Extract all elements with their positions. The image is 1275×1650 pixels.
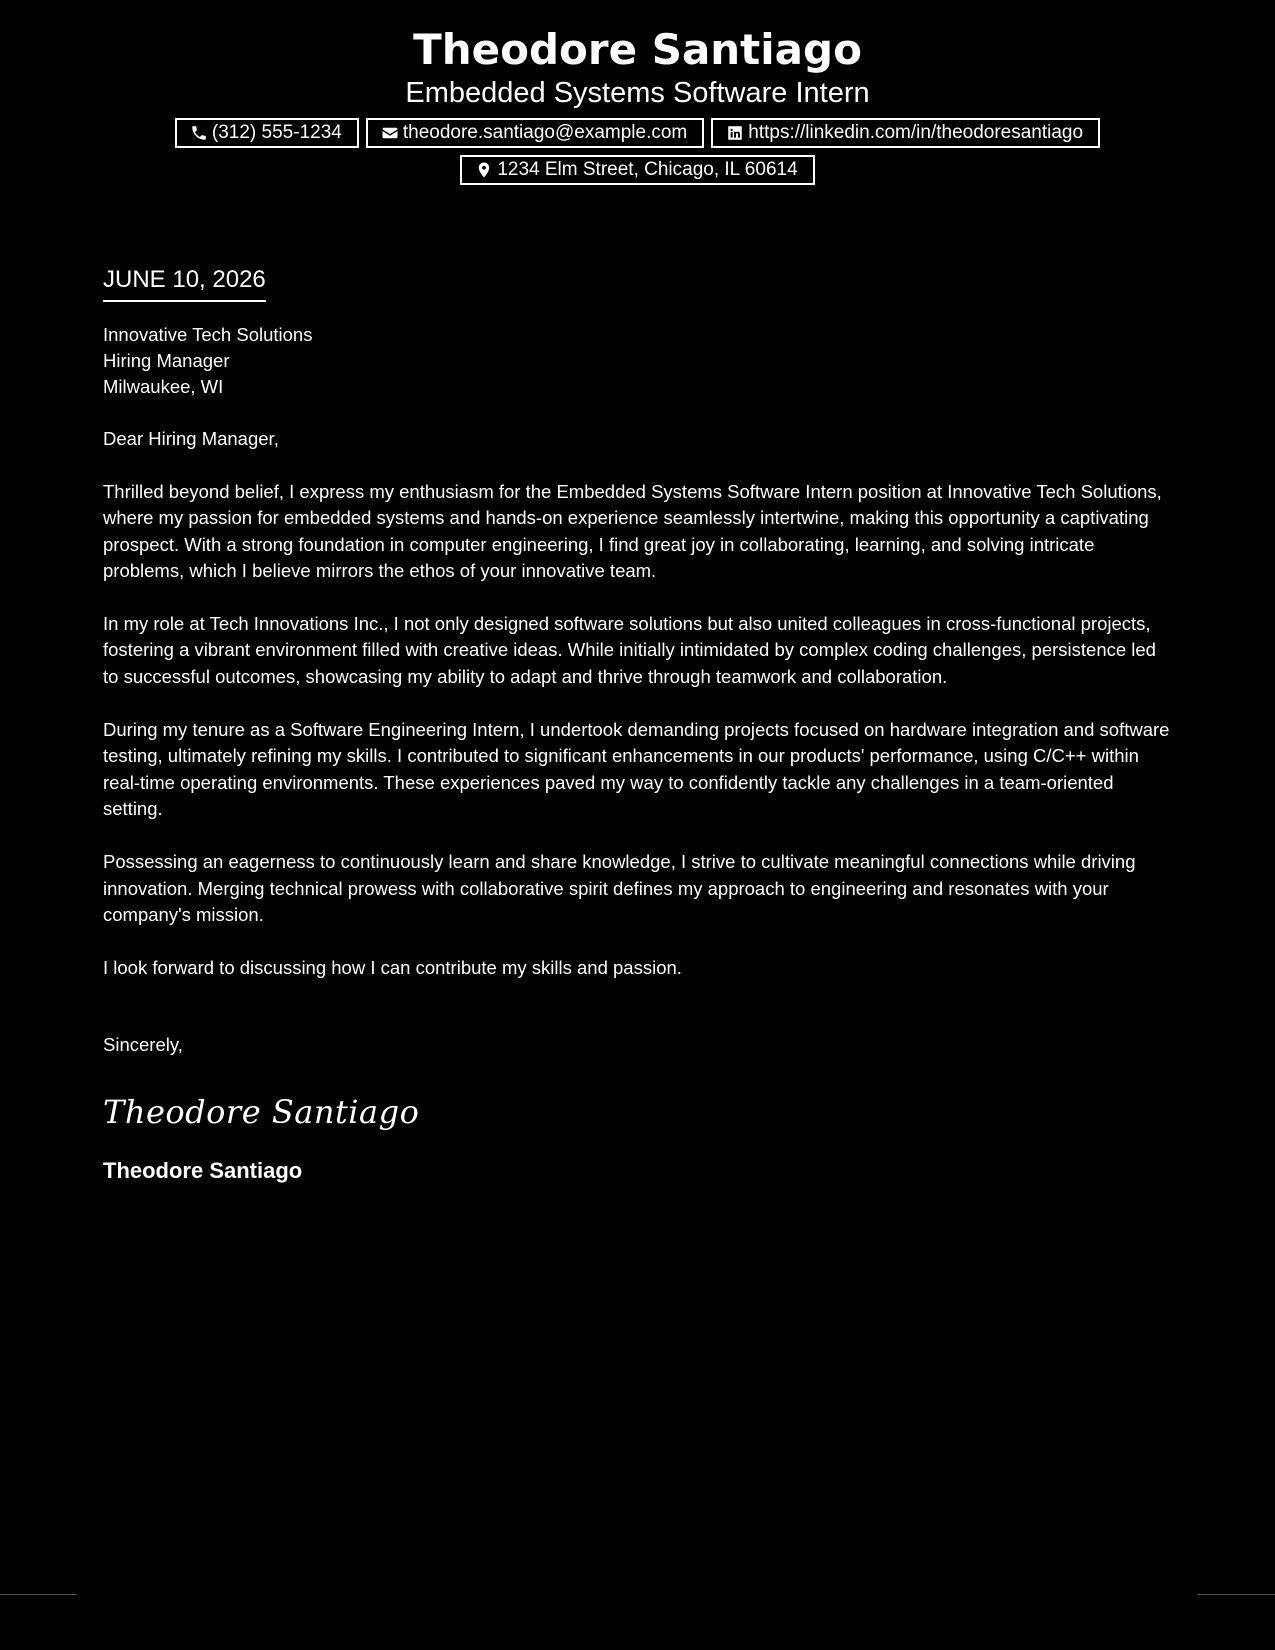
recipient-block: [103, 322, 1173, 400]
signed-name: Theodore Santiago: [103, 1158, 303, 1184]
letter-header: [0, 0, 1275, 185]
handwritten-signature: Theodore Santiago: [103, 1093, 420, 1132]
email-contact[interactable]: [366, 118, 704, 148]
body-paragraph: During my tenure as a Software Engineering Intern, I undertook demanding projects focused on hardware integration and software testing, ultimately refining my skills. I contributed to significant enhancements in our products' performance, using C/C++ within real-time operating environments. These experiences paved my way to confidently tackle any challenges in a team-oriented setting.: [103, 719, 1170, 819]
address-contact[interactable]: [460, 155, 814, 185]
applicant-title: Embedded Systems Software Intern: [405, 77, 870, 109]
linkedin-icon: [725, 123, 745, 143]
envelope-icon: [380, 123, 400, 143]
contact-row-primary: [0, 118, 1275, 148]
footer-divider-right: [1197, 1594, 1275, 1595]
footer-divider-left: [0, 1594, 77, 1595]
salutation: Dear Hiring Manager,: [103, 428, 279, 449]
applicant-name: Theodore Santiago: [413, 25, 862, 74]
recipient-role: Hiring Manager: [103, 350, 230, 371]
linkedin-text: https://linkedin.com/in/theodoresantiago: [748, 122, 1084, 143]
body-paragraph: In my role at Tech Innovations Inc., I not only designed software solutions but also united colleagues in cross-functional projects, fostering a vibrant environment filled with creative ideas. While initially intimidated by complex coding challenges, persistence led to successful outcomes, showcasing my ability to adapt and thrive through teamwork and collaboration.: [103, 613, 1156, 687]
contact-row-secondary: [0, 155, 1275, 185]
closing: Sincerely,: [103, 1034, 183, 1056]
recipient-company: Innovative Tech Solutions: [103, 324, 313, 345]
map-marker-icon: [474, 160, 494, 180]
linkedin-contact[interactable]: [711, 118, 1100, 148]
phone-contact[interactable]: [175, 118, 359, 148]
body-paragraph: I look forward to discussing how I can contribute my skills and passion.: [103, 957, 682, 979]
phone-text: (312) 555-1234: [211, 122, 342, 143]
body-paragraph: Thrilled beyond belief, I express my enthusiasm for the Embedded Systems Software Intern position at Innovative Tech Solutions, where my passion for embedded systems and hands-on experience seamlessly intertwine, making this opportunity a captivating prospect. With a strong foundation in computer engineering, I find great joy in collaborating, learning, and solving intricate problems, which I believe mirrors the ethos of your innovative team.: [103, 481, 1162, 581]
address-text: 1234 Elm Street, Chicago, IL 60614: [497, 159, 798, 180]
letter-date: JUNE 10, 2026: [103, 265, 266, 302]
recipient-location: Milwaukee, WI: [103, 376, 224, 397]
email-text: theodore.santiago@example.com: [402, 122, 688, 143]
letter-body: [103, 265, 1173, 1186]
body-paragraph: Possessing an eagerness to continuously learn and share knowledge, I strive to cultivate meaningful connections while driving innovation. Merging technical prowess with collaborative spirit defines my approach to engineering and resonates with your company's mission.: [103, 851, 1136, 925]
phone-icon: [189, 123, 209, 143]
